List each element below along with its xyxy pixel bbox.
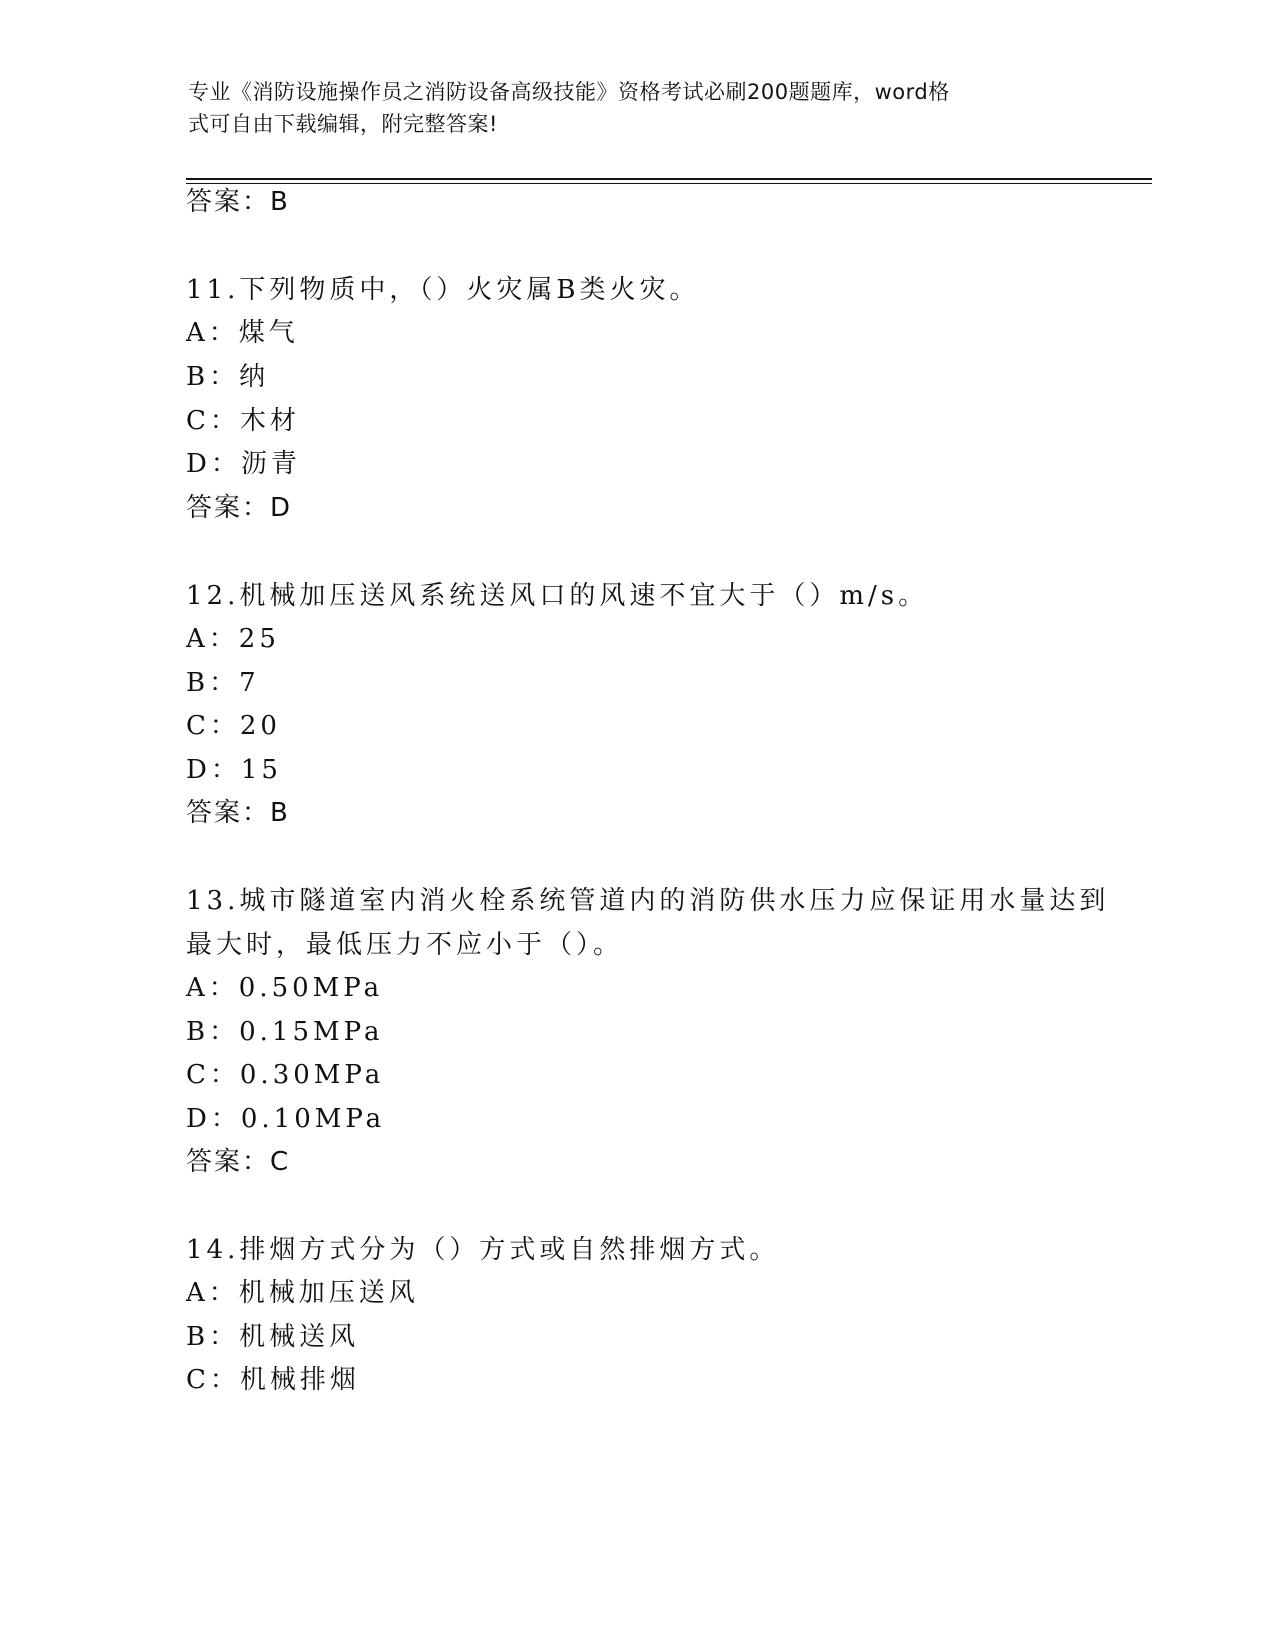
document-header [188, 76, 1088, 140]
question-14-option-b: B：机械送风 [186, 1322, 360, 1352]
question-13-stem-line-1: 13.城市隧道室内消火栓系统管道内的消防供水压力应保证用水量达到 [186, 886, 1110, 916]
question-13-option-d: D：0.10MPa [186, 1104, 386, 1134]
question-11-option-b: B：纳 [186, 362, 270, 392]
header-line-2: 式可自由下载编辑，附完整答案! [188, 112, 498, 136]
question-12-option-a: A：25 [186, 624, 280, 654]
question-14-stem: 14.排烟方式分为（）方式或自然排烟方式。 [186, 1235, 780, 1265]
answer-previous: 答案：B [186, 187, 290, 217]
header-divider [186, 178, 1152, 184]
question-13-option-c: C：0.30MPa [186, 1060, 385, 1090]
question-12-option-b: B：7 [186, 668, 260, 698]
question-12-answer: 答案：B [186, 798, 290, 828]
question-11-option-c: C：木材 [186, 406, 300, 436]
question-11-stem: 11.下列物质中，（）火灾属B类火灾。 [186, 275, 700, 305]
question-14-option-a: A：机械加压送风 [186, 1278, 419, 1308]
question-13-option-a: A：0.50MPa [186, 973, 384, 1003]
question-13-answer: 答案：C [186, 1147, 291, 1177]
question-12-stem: 12.机械加压送风系统送风口的风速不宜大于（）m/s。 [186, 581, 929, 611]
question-14-option-c: C：机械排烟 [186, 1365, 360, 1395]
question-11-option-d: D：沥青 [186, 449, 301, 479]
question-12-option-c: C：20 [186, 711, 281, 741]
question-11-option-a: A：煤气 [186, 318, 299, 348]
question-12-option-d: D：15 [186, 755, 282, 785]
header-line-1: 专业《消防设施操作员之消防设备高级技能》资格考试必刷200题题库，word格 [188, 80, 950, 104]
question-11-answer: 答案：D [186, 493, 293, 523]
question-13-option-b: B：0.15MPa [186, 1017, 384, 1047]
question-13-stem-line-2: 最大时，最低压力不应小于（）。 [186, 930, 624, 960]
